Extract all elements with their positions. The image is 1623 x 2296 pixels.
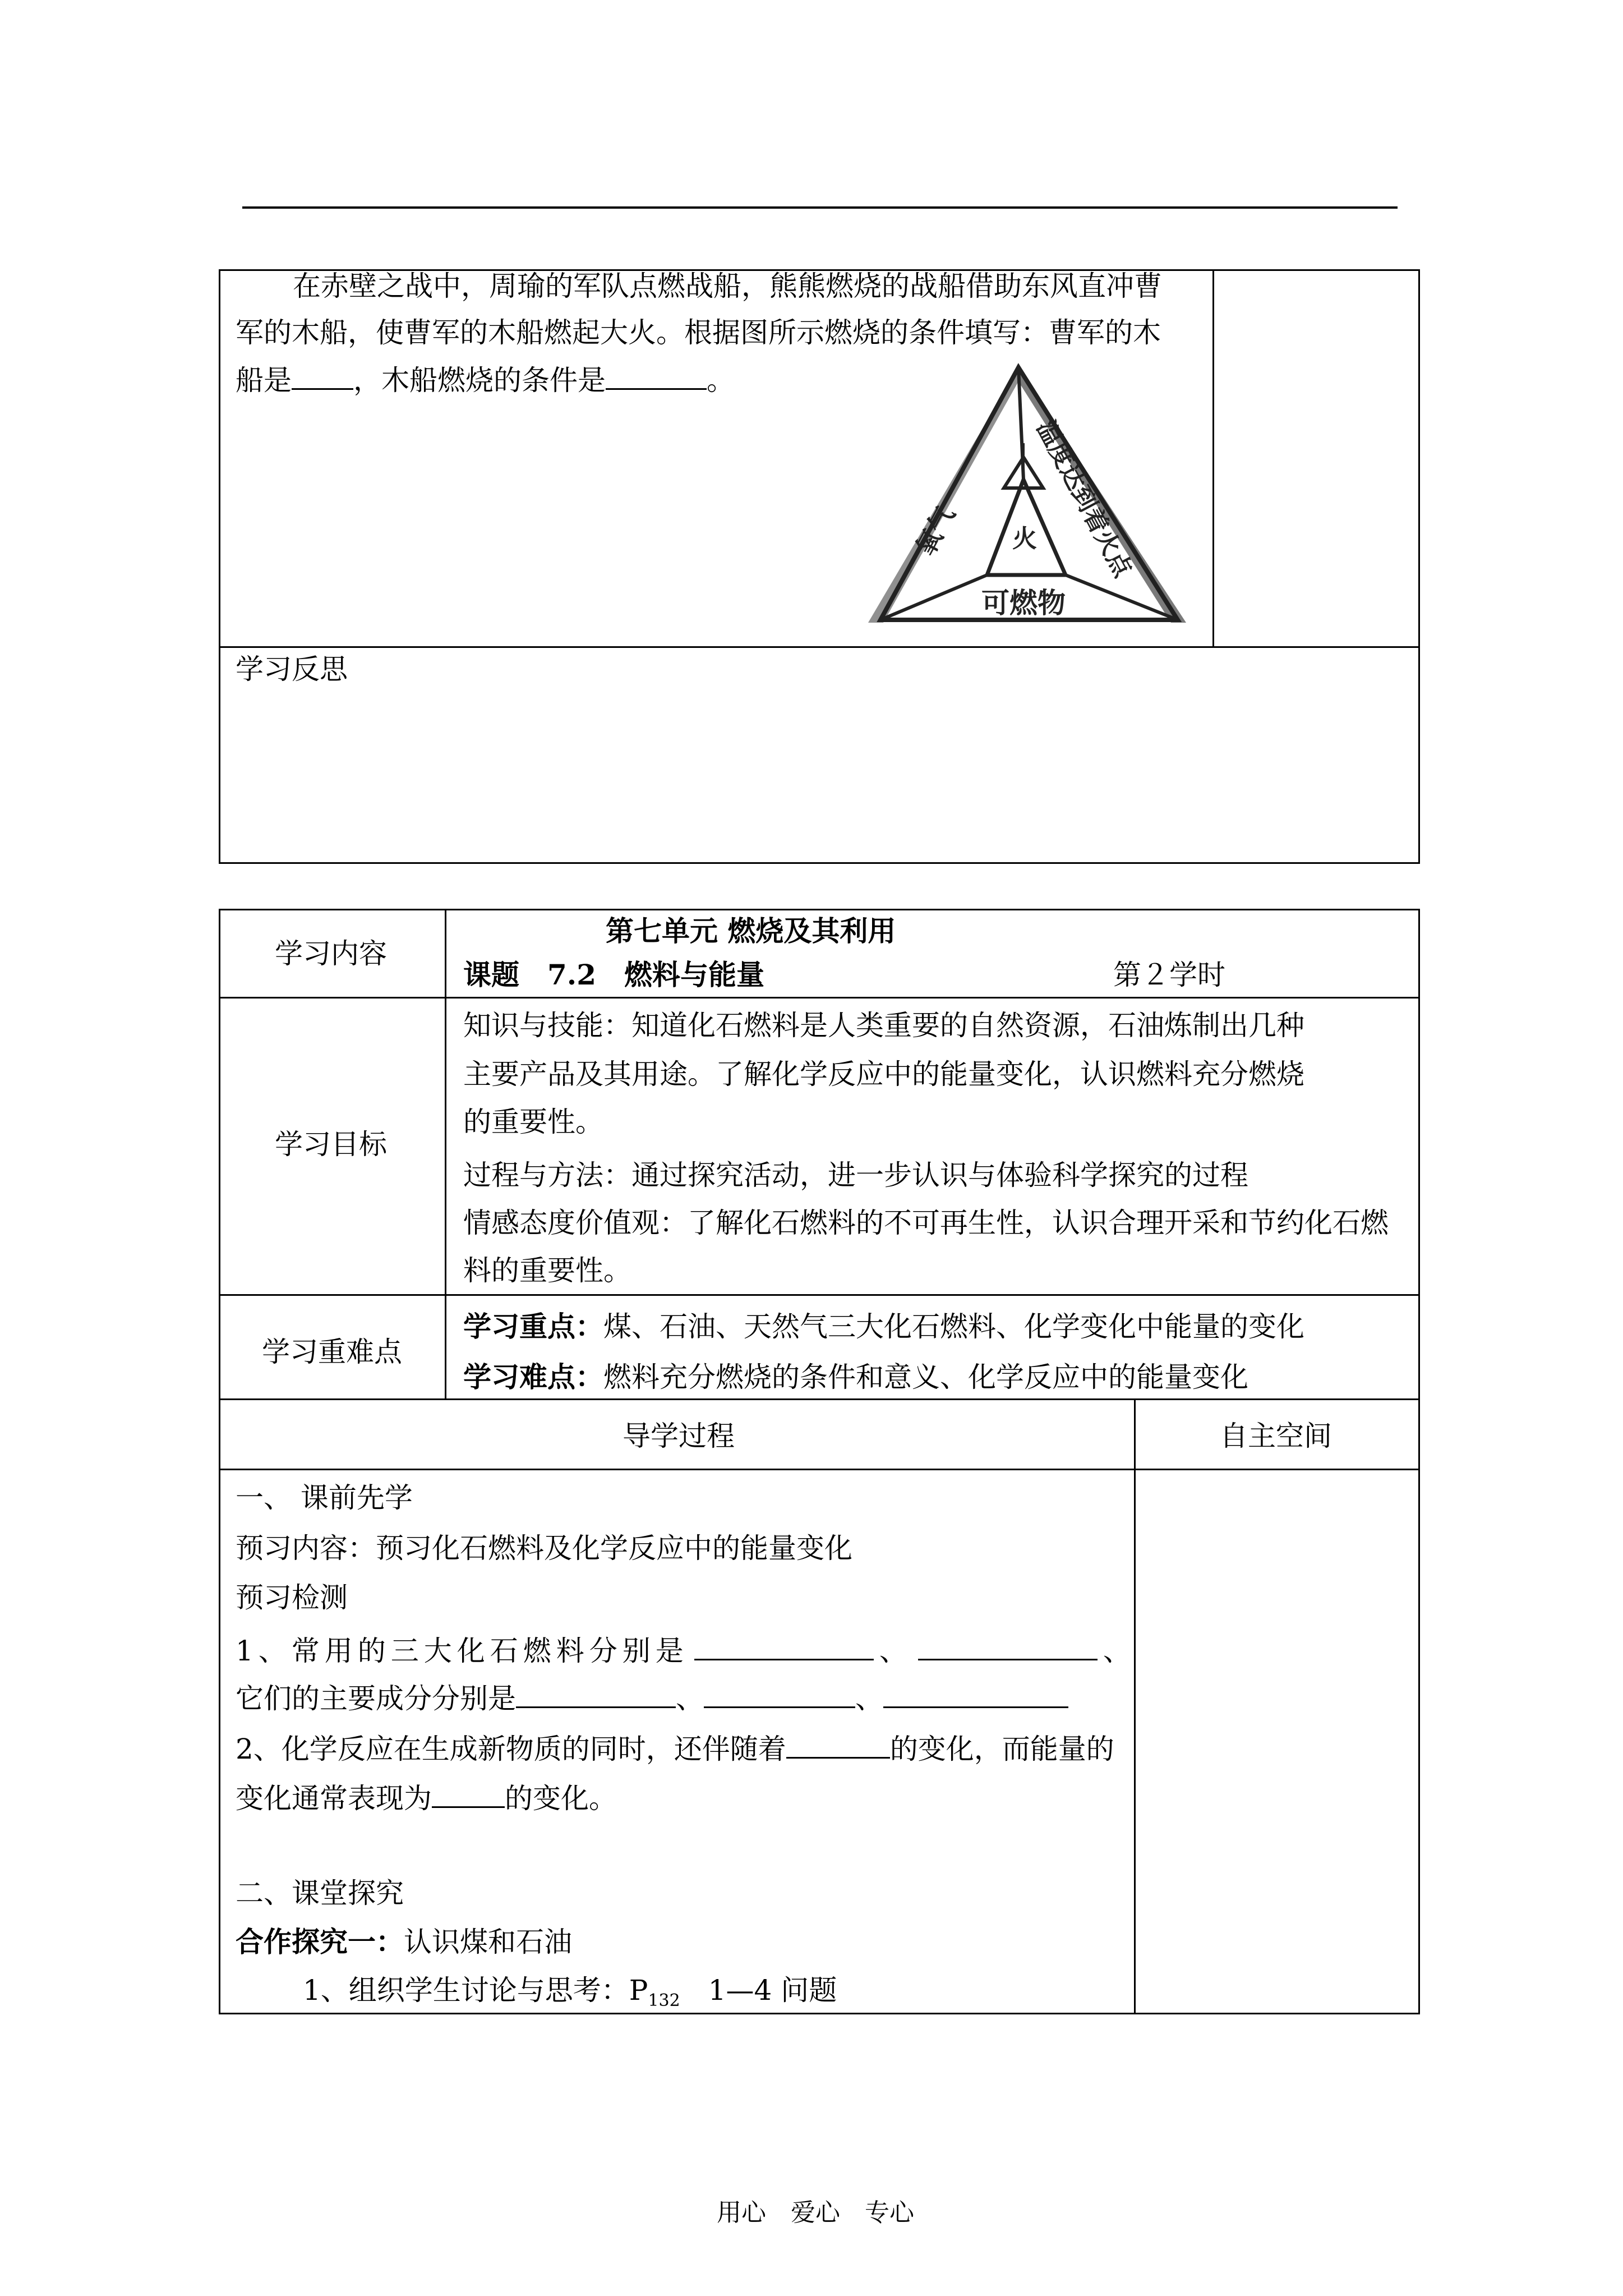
question-1-line-1: 1、常用的三大化石燃料分别是 、 、 [236, 1630, 1136, 1668]
row-label-goals: 学习目标 [275, 1128, 387, 1161]
explore-1-line: 合作探究一：认识煤和石油 [236, 1925, 572, 1958]
answer-blank-component-3[interactable] [883, 1677, 1068, 1708]
preview-check: 预习检测 [236, 1581, 348, 1614]
difficult-point-line: 学习难点：燃料充分燃烧的条件和意义、化学反应中的能量变化 [463, 1360, 1248, 1393]
goal-line-3: 的重要性。 [463, 1106, 603, 1138]
key-point-line: 学习重点：煤、石油、天然气三大化石燃料、化学变化中能量的变化 [463, 1310, 1304, 1343]
triangle-label-oxygen: 氧气 [910, 501, 961, 562]
row-label-content: 学习内容 [275, 937, 387, 970]
fire-triangle-diagram [864, 359, 1189, 628]
triangle-label-temperature: 温度达到着火点 [1031, 416, 1137, 582]
question-2-line-2: 变化通常表现为 的变化。 [236, 1777, 617, 1815]
answer-blank-fuel-2[interactable] [918, 1630, 1098, 1660]
goal-line-5: 情感态度价值观：了解化石燃料的不可再生性，认识合理开采和节约化石燃 [463, 1207, 1389, 1239]
goal-line-2: 主要产品及其用途。了解化学反应中的能量变化，认识燃料充分燃烧 [463, 1058, 1304, 1091]
unit-title: 第七单元 燃烧及其利用 [606, 914, 896, 947]
page-footer: 用心 爱心 专心 [717, 2198, 914, 2227]
goal-line-4: 过程与方法：通过探究活动，进一步认识与体验科学探究的过程 [463, 1159, 1248, 1191]
story-line-3: 船是 ，木船燃烧的条件是 。 [236, 359, 735, 397]
answer-blank-condition[interactable] [606, 359, 707, 390]
header-rule [242, 206, 1398, 209]
triangle-label-fire: 火 [1012, 524, 1037, 553]
process-header: 导学过程 [623, 1420, 735, 1452]
answer-blank-component-2[interactable] [704, 1677, 855, 1708]
section-2-title: 二、课堂探究 [236, 1877, 404, 1910]
lesson-period: 第２学时 [1113, 959, 1225, 991]
reflection-label: 学习反思 [236, 653, 348, 685]
answer-blank-ship[interactable] [292, 359, 353, 390]
preview-content: 预习内容：预习化石燃料及化学反应中的能量变化 [236, 1532, 852, 1565]
goal-line-1: 知识与技能：知道化石燃料是人类重要的自然资源，石油炼制出几种 [463, 1009, 1304, 1042]
section-1-title: 一、 课前先学 [236, 1481, 413, 1514]
answer-blank-fuel-1[interactable] [694, 1630, 874, 1660]
task-1-line: 1、组织学生讨论与思考：$P_{132}$ 1—4 问题 [303, 1974, 837, 2010]
answer-blank-energy-form[interactable] [432, 1777, 505, 1808]
lesson-title: 课题 7.2 燃料与能量 [463, 958, 764, 991]
answer-blank-component-1[interactable] [516, 1677, 676, 1708]
row-label-key-points: 学习重难点 [262, 1336, 402, 1368]
self-space-header: 自主空间 [1220, 1420, 1332, 1452]
triangle-label-combustible: 可燃物 [981, 587, 1066, 619]
question-1-line-2: 它们的主要成分分别是 、 、 [236, 1677, 1068, 1715]
story-line-1: 在赤壁之战中，周瑜的军队点燃战船，熊熊燃烧的战船借助东风直冲曹 [293, 270, 1162, 302]
story-line-2: 军的木船，使曹军的木船燃起大火。根据图所示燃烧的条件填写：曹军的木 [236, 316, 1161, 349]
question-2-line-1: 2、化学反应在生成新物质的同时，还伴随着 的变化，而能量的 [236, 1728, 1114, 1766]
answer-blank-accompany[interactable] [786, 1728, 890, 1759]
goal-line-6: 料的重要性。 [463, 1254, 631, 1287]
